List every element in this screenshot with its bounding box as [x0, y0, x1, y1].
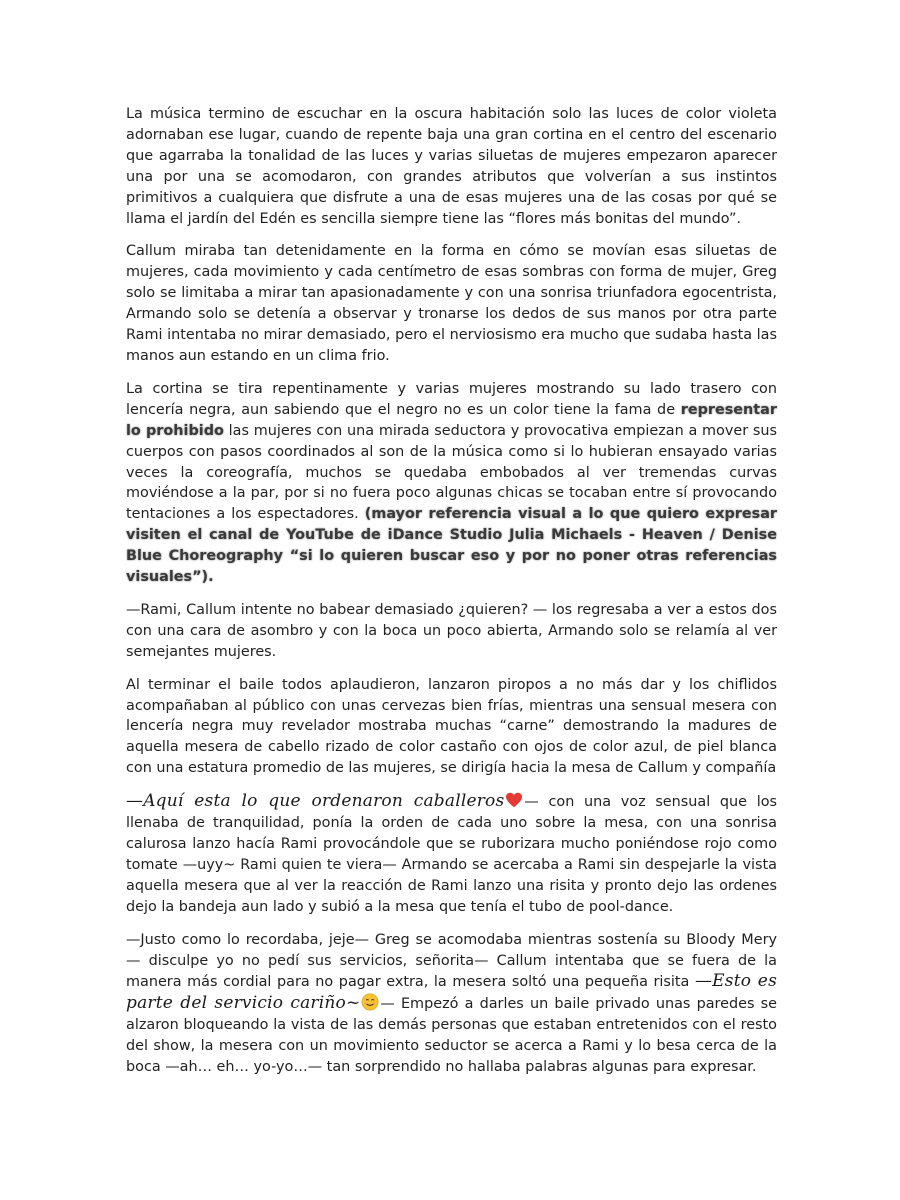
heart-icon [505, 792, 523, 808]
highlighted-phrase: representar lo prohibido [126, 401, 777, 439]
paragraph-6 [126, 791, 777, 917]
smiling-face-icon [361, 993, 379, 1011]
paragraph-7-text-c: — Empezó a darles un baile privado unas paredes se alzaron bloqueando la vista de las demás personas que estaban entretenidos con el resto del show, la mesera con un movimiento seductor se acerca a Rami y lo besa cerca de la boca —ah… eh… yo-yo…— tan sorprendido no hallaba palabras algunas para expresar. [126, 996, 777, 1076]
paragraph-3 [126, 379, 777, 588]
document-page [126, 104, 777, 1090]
waitress-line: —Aquí esta lo que ordenaron caballeros [126, 791, 505, 812]
paragraph-3-text-a: La cortina se tira repentinamente y varias mujeres mostrando su lado trasero con lencería negra, aun sabiendo que el negro no es un color tiene la fama de [126, 380, 777, 418]
paragraph-7-text-a: —Justo como lo recordaba, jeje— Greg se acomodaba mientras sostenía su Bloody Mery — disculpe yo no pedí sus servicios, señorita— Callum intentaba que se fuera de la manera más cordial para no pagar extra, la mesera soltó una pequeña risita [126, 931, 777, 991]
paragraph-6-text: — con una voz sensual que los llenaba de tranquilidad, ponía la orden de cada uno sobre la mesa, con una sonrisa calurosa lanzo hacía Rami provocándole que se ruborizara mucho poniéndose rojo como tomate —uyy~ Rami quien te viera— Armando se acercaba a Rami sin despejarle la vista aquella mesera que al ver la reacción de Rami lanzo una risita y pronto dejo las ordenes dejo la bandeja aun lado y subió a la mesa que tenía el tubo de pool-dance. [126, 794, 777, 915]
paragraph-3-text-c: las mujeres con una mirada seductora y provocativa empiezan a mover sus cuerpos con pasos coordinados al son de la música como si lo hubieran ensayado varias veces la coreografía, muchos se quedaba embobados al ver tremendas curvas moviéndose a la par, por si no fuera poco algunas chicas se tocaban entre sí provocando tentaciones a los espectadores. [126, 422, 777, 523]
paragraph-2: Callum miraba tan detenidamente en la forma en cómo se movían esas siluetas de mujeres, cada movimiento y cada centímetro de esas sombras con forma de mujer, Greg solo se limitaba a mirar tan apasionadamente y con una sonrisa triunfadora egocentrista, Armando solo se detenía a observar y tronarse los dedos de sus manos por otra parte Rami intentaba no mirar demasiado, pero el nerviosismo era mucho que sudaba hasta las manos aun estando en un clima frio. [126, 243, 777, 364]
paragraph-7 [126, 930, 777, 1078]
waitress-reply: —Esto es parte del servicio cariño~ [126, 971, 777, 1014]
paragraph-1: La música termino de escuchar en la oscura habitación solo las luces de color violeta adornaban ese lugar, cuando de repente baja una gran cortina en el centro del escenario que agarraba la tonalidad de las luces y varias siluetas de mujeres empezaron aparecer una por una se acomodaron, con grandes atributos que volverían a sus instintos primitivos a cualquiera que disfrute a una de esas mujeres una de las cosas por qué se llama el jardín del Edén es sencilla siempre tiene las “flores más bonitas del mundo”. [126, 106, 777, 227]
paragraph-5: Al terminar el baile todos aplaudieron, lanzaron piropos a no más dar y los chiflidos acompañaban al público con unas cervezas bien frías, mientras una sensual mesera con lencería negra muy revelador mostraba muchas “carne” demostrando la madures de aquella mesera de cabello rizado de color castaño con ojos de color azul, de piel blanca con una estatura promedio de las mujeres, se dirigía hacia la mesa de Callum y compañía [126, 676, 777, 777]
visual-reference-note: (mayor referencia visual a lo que quiero expresar visiten el canal de YouTube de iDance Studio Julia Michaels - Heaven / Denise Blue Choreography “si lo quieren buscar eso y por no poner otras referencias visuales”). [126, 506, 778, 586]
paragraph-4: —Rami, Callum intente no babear demasiado ¿quieren? — los regresaba a ver a estos dos con una cara de asombro y con la boca un poco abierta, Armando solo se relamía al ver semejantes mujeres. [126, 601, 777, 660]
